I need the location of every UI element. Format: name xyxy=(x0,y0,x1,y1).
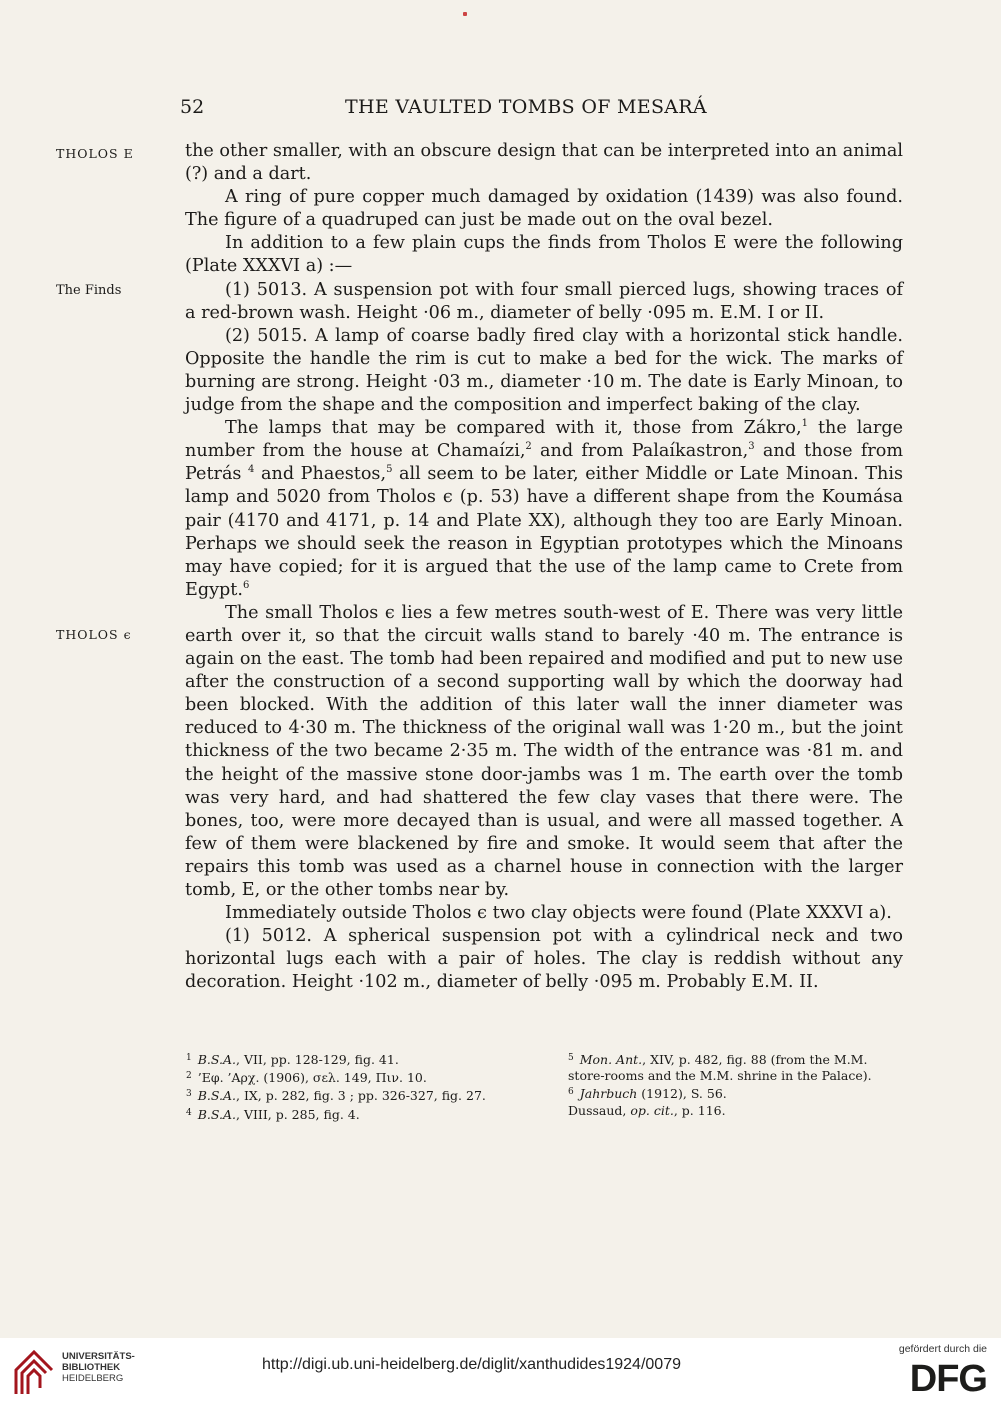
paragraph-4: (1) 5013. A suspension pot with four small pierced lugs, showing traces of a red-brown wash. Height ·06 m., diameter of belly ·095 m. E.M. I or II. xyxy=(185,279,903,323)
footnote-5-continued: store-rooms and the M.M. shrine in the Palace). xyxy=(568,1068,872,1084)
paragraph-7: The small Tholos ϵ lies a few metres south-west of E. There was very little earth over it, so that the circuit walls stand to barely ·40 m. The entrance is again on the east. The tomb had been repaired and modified and put to new use after the construction of a second supporting wall by which the doorway had been blocked. With the addition of this later wall the inner diameter was reduced to 4·30 m. The thickness of the original wall was 1·20 m., but the joint thickness of the two became 2·35 m. The width of the entrance was ·81 m. and the height of the massive stone door-jambs was 1 m. The earth over the tomb was very hard, and had shattered the few clay vases that there were. The bones, too, were more decayed than is usual, and were all massed together. A few of them were blackened by fire and smoke. It would seem that after the repairs this tomb was used as a charnel house in connection with the larger tomb, E, or the other tombs near by. xyxy=(185,602,903,900)
footnote-2: $^2$ ’Εφ. ’Αρχ. (1906), σελ. 149, Πιν. 10. xyxy=(186,1070,427,1086)
paragraph-6: The lamps that may be compared with it, those from Zákro,$^1$ the large number from the house at Chamaízi,$^2$ and from Palaíkastron,$^3$ and those from Petrás $^4$ and Phaestos,$^5$ all seem to be later, either Middle or Late Minoan. This lamp and 5020 from Tholos ϵ (p. 53) have a different shape from the Koumása pair (4170 and 4171, p. 14 and Plate XX), although they too are Early Minoan. Perhaps we should seek the reason in Egyptian prototypes which the Minoans may have copied; for it is argued that the use of the lamp came to Crete from Egypt.$^6$ xyxy=(185,418,904,600)
paragraph-8: Immediately outside Tholos ϵ two clay objects were found (Plate XXXVI a). xyxy=(225,903,892,924)
footnotes-left-column xyxy=(186,1050,546,1123)
footnote-ref-5[interactable]: 5 xyxy=(386,464,393,476)
university-library-logo-icon xyxy=(12,1348,56,1398)
footnote-ref-6[interactable]: 6 xyxy=(242,579,250,591)
funded-by-text: gefördert durch die xyxy=(898,1343,987,1355)
footnote-3: $^3$ B.S.A., IX, p. 282, fig. 3 ; pp. 326-327, fig. 27. xyxy=(186,1088,486,1104)
margin-note-the-finds: The Finds xyxy=(56,283,122,298)
page-header xyxy=(0,96,1001,120)
footnote-ref-4[interactable]: 4 xyxy=(248,464,255,476)
footnote-ref-3[interactable]: 3 xyxy=(748,441,755,453)
footnote-6-continued: Dussaud, op. cit., p. 116. xyxy=(568,1102,726,1118)
paragraph-5: (2) 5015. A lamp of coarse badly fired clay with a horizontal stick handle. Opposite the handle the rim is cut to make a bed for the wick. The marks of burning are strong. Height ·03 m., diameter ·10 m. The date is Early Minoan, to judge from the shape and the composition and imperfect baking of the clay. xyxy=(185,325,903,416)
paragraph-1: the other smaller, with an obscure design that can be interpreted into an animal (?) and a dart. xyxy=(185,141,903,185)
footnote-4: $^4$ B.S.A., VIII, p. 285, fig. 4. xyxy=(186,1106,360,1122)
footnote-ref-2[interactable]: 2 xyxy=(525,441,532,453)
margin-note-tholos-epsilon: THOLOS ϵ xyxy=(56,627,132,642)
body-text xyxy=(185,140,903,994)
margin-note-tholos-e: THOLOS E xyxy=(56,146,134,161)
footer-bar xyxy=(0,1338,1001,1407)
page-number: 52 xyxy=(180,96,205,118)
footnote-1: $^1$ B.S.A., VII, pp. 128-129, fig. 41. xyxy=(186,1052,399,1067)
library-name: UNIVERSITÄTS- BIBLIOTHEK HEIDELBERG xyxy=(62,1351,135,1384)
footnotes-right-column xyxy=(568,1050,908,1119)
paragraph-9: (1) 5012. A spherical suspension pot with a cylindrical neck and two horizontal lugs each with a pair of holes. The clay is reddish without any decoration. Height ·102 m., diameter of belly ·095 m. Probably E.M. II. xyxy=(185,926,903,993)
dfg-logo: DFG xyxy=(909,1358,987,1400)
footnote-ref-1[interactable]: 1 xyxy=(801,418,808,430)
running-title: THE VAULTED TOMBS OF MESARÁ xyxy=(345,96,707,118)
scan-mark xyxy=(463,12,467,16)
footnote-6: $^6$ Jahrbuch (1912), S. 56. xyxy=(568,1086,727,1102)
footnote-5: $^5$ Mon. Ant., XIV, p. 482, fig. 88 (from the M.M. xyxy=(568,1052,868,1067)
paragraph-3: In addition to a few plain cups the finds from Tholos E were the following (Plate XXXVI a) :— xyxy=(185,233,903,277)
page-url-link[interactable]: http://digi.ub.uni-heidelberg.de/diglit/xanthudides1924/0079 xyxy=(262,1356,681,1373)
paragraph-2: A ring of pure copper much damaged by oxidation (1439) was also found. The figure of a quadruped can just be made out on the oval bezel. xyxy=(185,187,903,231)
